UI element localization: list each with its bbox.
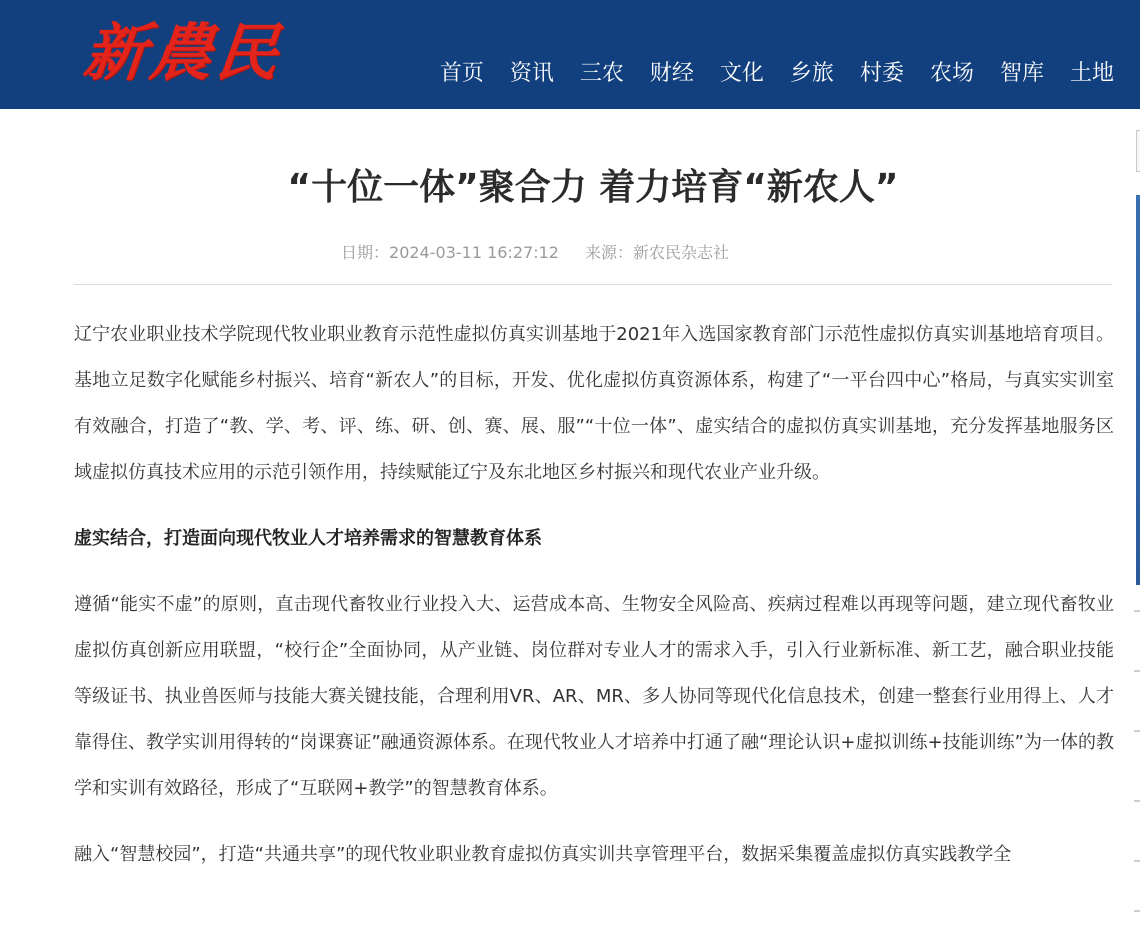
paragraph-intro: 辽宁农业职业技术学院现代牧业职业教育示范性虚拟仿真实训基地于2021年入选国家教育部门示范性虚拟仿真实训基地培育项目。基地立足数字化赋能乡村振兴、培育“新农人”的目标，开发、优化虚拟仿真资源体系，构建了“一平台四中心”格局，与真实实训室有效融合，打造了“教、学、考、评、练、研、创、赛、展、服”“十位一体”、虚实结合的虚拟仿真实训基地，充分发挥基地服务区域虚拟仿真技术应用的示范引领作用，持续赋能辽宁及东北地区乡村振兴和现代农业产业升级。: [74, 324, 1114, 483]
article-body: [74, 312, 1114, 898]
article-meta: [0, 240, 1070, 266]
nav-item-news[interactable]: 资讯: [509, 61, 554, 86]
nav-item-rural-travel[interactable]: 乡旅: [789, 61, 834, 86]
site-logo[interactable]: 新農民: [80, 16, 286, 89]
paragraph-platform: 融入“智慧校园”，打造“共通共享”的现代牧业职业教育虚拟仿真实训共享管理平台，数据采集覆盖虚拟仿真实践教学全: [74, 844, 1012, 865]
article-title: “十位一体”聚合力 着力培育“新农人”: [287, 167, 899, 208]
nav-item-farm[interactable]: 农场: [929, 61, 974, 86]
nav-item-home[interactable]: 首页: [439, 61, 484, 86]
main-nav: [440, 58, 1114, 90]
site-header: [0, 0, 1140, 109]
section-heading: 虚实结合，打造面向现代牧业人才培养需求的智慧教育体系: [74, 528, 542, 549]
side-decoration: [1134, 610, 1140, 930]
side-banner-strip[interactable]: [1136, 195, 1140, 585]
nav-item-sannong[interactable]: 三农: [579, 61, 624, 86]
nav-item-think-tank[interactable]: 智库: [999, 61, 1044, 86]
nav-item-finance[interactable]: 财经: [649, 61, 694, 86]
paragraph-principle: 遵循“能实不虚”的原则，直击现代畜牧业行业投入大、运营成本高、生物安全风险高、疾病过程难以再现等问题，建立现代畜牧业虚拟仿真创新应用联盟，“校行企”全面协同，从产业链、岗位群对专业人才的需求入手，引入行业新标准、新工艺，融合职业技能等级证书、执业兽医师与技能大赛关键技能，合理利用VR、AR、MR、多人协同等现代化信息技术，创建一整套行业用得上、人才靠得住、教学实训用得转的“岗课赛证”融通资源体系。在现代牧业人才培养中打通了融“理论认识+虚拟训练+技能训练”为一体的教学和实训有效路径，形成了“互联网+教学”的智慧教育体系。: [74, 594, 1114, 799]
nav-item-culture[interactable]: 文化: [719, 61, 764, 86]
nav-item-village-committee[interactable]: 村委: [859, 61, 904, 86]
article-source: 来源：新农民杂志社: [584, 243, 729, 262]
nav-item-land[interactable]: 土地: [1069, 61, 1114, 86]
title-divider: [74, 284, 1112, 285]
article-date: 日期：2024-03-11 16:27:12: [341, 243, 559, 262]
